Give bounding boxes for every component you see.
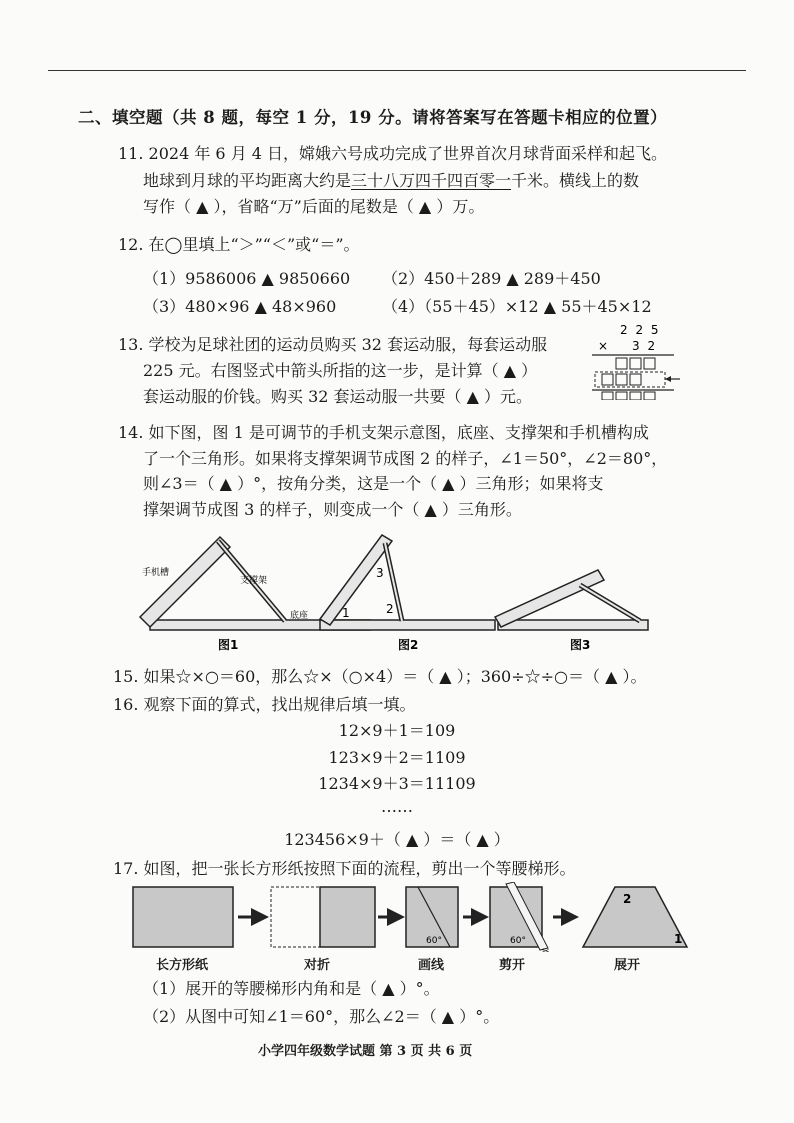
q16-equation3: 1234×9＋3＝11109 (318, 774, 476, 793)
calc-box (616, 374, 627, 385)
fig2-base (320, 620, 495, 630)
q12-item4: （4）（55＋45）×12 ▲ 55＋45×12 (382, 297, 652, 316)
q14-line4: 撑架调节成图 3 的样子，则变成一个（ ▲ ）三角形。 (143, 500, 522, 519)
calc-box (616, 358, 627, 369)
fig1-support-label: 支撑架 (240, 576, 268, 586)
step5-isosceles-trapezoid (583, 887, 687, 947)
fig2-angle2: 2 (386, 602, 394, 616)
q16-equation2: 123×9＋2＝1109 (328, 748, 466, 767)
calc-box (602, 392, 613, 400)
calc-box (616, 392, 627, 400)
q14-phone-stand-figures (120, 525, 680, 655)
q11-line2-b: 千米。横线上的数 (511, 171, 640, 190)
q11-line2-a: 地球到月球的平均距离大约是 (143, 171, 352, 190)
fig1-caption: 图1 (218, 638, 239, 652)
q15-line1: 15. 如果☆×○＝60，那么☆×（○×4）＝（ ▲ ）；360÷☆÷○＝（ ▲ ）。 (113, 667, 647, 686)
q17-fold-cut-process (128, 882, 698, 952)
q13-vertical-calculation (588, 320, 688, 400)
trapezoid-angle2: 2 (623, 892, 632, 906)
step4-caption: 剪开 (499, 958, 526, 973)
fig1-phone-slot-label: 手机槽 (142, 568, 170, 578)
page-footer: 小学四年级数学试题 第 3 页 共 6 页 (258, 1044, 473, 1059)
q17-part2: （2）从图中可知∠1＝60°，那么∠2＝（ ▲ ）°。 (143, 1007, 500, 1026)
calc-multiplier: 3 2 (632, 339, 658, 353)
step2-caption: 对折 (304, 958, 331, 973)
q16-equation1: 12×9＋1＝109 (338, 721, 456, 740)
q14-line2: 了一个三角形。如果将支撑架调节成图 2 的样子，∠1＝50°，∠2＝80°， (143, 449, 668, 468)
calc-times-sign: × (598, 339, 609, 353)
step5-caption: 展开 (614, 958, 641, 973)
q13-line3: 套运动服的价钱。购买 32 套运动服一共要（ ▲ ）元。 (143, 387, 533, 406)
fig3-caption: 图3 (570, 638, 591, 652)
q13-line1: 13. 学校为足球社团的运动员购买 32 套运动服，每套运动服 (118, 335, 548, 354)
fig2-phone-slot (320, 535, 392, 625)
q11-line3: 写作（ ▲ ），省略“万”后面的尾数是（ ▲ ）万。 (143, 197, 485, 216)
calc-box (602, 374, 613, 385)
step2-fold-dashed (271, 887, 326, 947)
fig2-caption: 图2 (398, 638, 419, 652)
figure-2 (320, 535, 495, 652)
q12-item1: （1）9586006 ▲ 9850660 (143, 269, 351, 288)
q17-part1: （1）展开的等腰梯形内角和是（ ▲ ）°。 (143, 979, 440, 998)
q16-line1: 16. 观察下面的算式，找出规律后填一填。 (113, 695, 416, 714)
q16-equation4: 123456×9＋（ ▲ ）＝（ ▲ ） (284, 830, 510, 849)
fig2-angle1: 1 (342, 606, 350, 620)
calc-multiplicand: 2 2 5 (620, 323, 661, 337)
calc-box (630, 358, 641, 369)
q12-line1: 12. 在◯里填上“＞”“＜”或“＝”。 (118, 235, 360, 254)
fig1-phone-slot (140, 537, 230, 627)
fig2-angle3: 3 (376, 566, 384, 580)
step2-folded (320, 887, 375, 947)
q13-line2: 225 元。右图竖式中箭头所指的这一步，是计算（ ▲ ） (143, 361, 538, 380)
calc-box (630, 374, 641, 385)
calc-box (644, 392, 655, 400)
trapezoid-angle1: 1 (674, 932, 683, 946)
q12-item3: （3）480×96 ▲ 48×960 (143, 297, 337, 316)
figure-1 (140, 537, 370, 652)
q14-line1: 14. 如下图，图 1 是可调节的手机支架示意图，底座、支撑架和手机槽构成 (118, 423, 649, 442)
fig3-base (498, 620, 648, 630)
calc-arrow-head (665, 376, 671, 382)
step3-angle: 60° (426, 936, 442, 946)
step1-caption: 长方形纸 (156, 958, 209, 973)
step4-angle: 60° (510, 936, 526, 946)
top-rule (48, 70, 746, 71)
q12-item2: （2）450＋289 ▲ 289＋450 (382, 269, 601, 288)
q11-underlined-number: 三十八万四千四百零一 (351, 171, 512, 190)
figure-3 (495, 570, 648, 652)
calc-box (644, 358, 655, 369)
q11-line1: 11. 2024 年 6 月 4 日，嫦娥六号成功完成了世界首次月球背面采样和起飞。 (118, 144, 668, 163)
fig3-phone-slot (495, 570, 604, 627)
fig3-support-inner (580, 585, 640, 621)
section-heading: 二、填空题（共 8 题，每空 1 分，19 分。请将答案写在答题卡相应的位置） (78, 108, 668, 127)
q16-ellipsis: …… (381, 797, 413, 816)
q17-line1: 17. 如图，把一张长方形纸按照下面的流程，剪出一个等腰梯形。 (113, 859, 576, 878)
calc-box (630, 392, 641, 400)
fig1-base-label: 底座 (290, 611, 309, 621)
step3-caption: 画线 (418, 958, 445, 973)
step1-rectangle (133, 887, 233, 947)
q11-line2 (143, 168, 639, 191)
scissors-icon: ✂ (542, 947, 550, 952)
q14-line3: 则∠3＝（ ▲ ）°，按角分类，这是一个（ ▲ ）三角形；如果将支 (143, 474, 604, 493)
